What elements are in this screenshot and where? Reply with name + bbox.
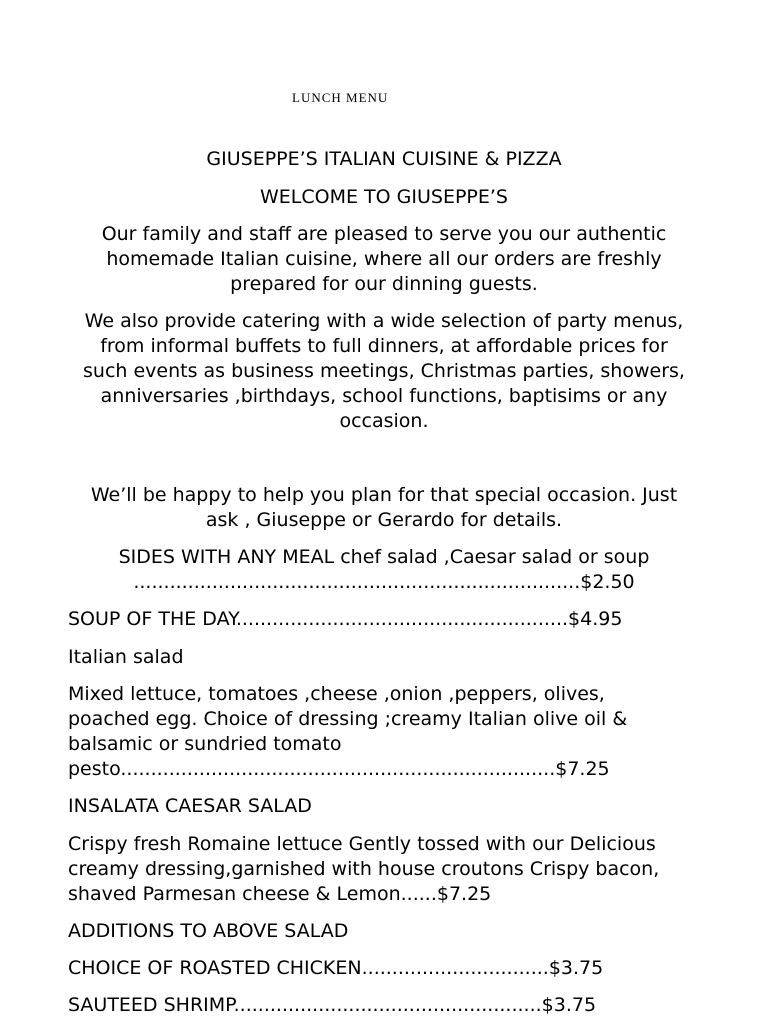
italian-salad-line: Mixed lettuce, tomatoes ,cheese ,onion ,peppers, olives, [68,683,605,705]
catering-line: We also provide catering with a wide selection of party menus, [84,310,684,332]
caesar-salad-title: INSALATA CAESAR SALAD [68,795,312,817]
catering-line: from informal buffets to full dinners, at affordable prices for [100,335,668,357]
sides-line: SIDES WITH ANY MEAL chef salad ,Caesar salad or soup [118,546,650,568]
intro-line: Our family and staff are pleased to serve you our authentic [101,223,667,245]
intro-line: prepared for our dinning guests. [230,273,538,295]
italian-salad-line: poached egg. Choice of dressing ;creamy Italian olive oil & [68,708,628,730]
italian-salad-line: balsamic or sundried tomato [68,733,342,755]
sides-item [60,545,708,595]
caesar-salad-line: creamy dressing,garnished with house croutons Crispy bacon, [68,858,660,880]
intro-line: homemade Italian cuisine, where all our orders are freshly [106,248,662,270]
caesar-salad-line: Crispy fresh Romaine lettuce Gently tossed with our Delicious [68,833,656,855]
welcome-heading: WELCOME TO GIUSEPPE’S [260,186,508,208]
sides-price-line: ..........................................................................$2.50 [133,571,635,593]
catering-line: such events as business meetings, Christmas parties, showers, [83,360,685,382]
italian-salad-title: Italian salad [68,646,184,668]
catering-line: occasion. [339,410,429,432]
sauteed-shrimp-item: SAUTEED SHRIMP...................................................$3.75 [68,994,597,1016]
caesar-salad-line: shaved Parmesan cheese & Lemon......$7.25 [68,883,492,905]
additions-title: ADDITIONS TO ABOVE SALAD [68,920,349,942]
restaurant-name: GIUSEPPE’S ITALIAN CUISINE & PIZZA [206,148,562,170]
roasted-chicken-item: CHOICE OF ROASTED CHICKEN...............................$3.75 [68,957,604,979]
italian-salad-description [68,682,708,782]
italian-salad-price-line: pesto........................................................................$7.25 [68,758,610,780]
caesar-salad-description [68,832,708,907]
lunch-menu-label: LUNCH MENU [292,90,389,105]
intro-paragraph [60,222,708,297]
soup-of-the-day-item: SOUP OF THE DAY.......................................................$4.95 [68,608,623,630]
catering-paragraph [60,309,708,434]
help-line: ask , Giuseppe or Gerardo for details. [205,509,563,531]
catering-line: anniversaries ,birthdays, school functions, baptisims or any [100,385,668,407]
help-line: We’ll be happy to help you plan for that special occasion. Just [90,484,678,506]
help-paragraph [60,483,708,533]
